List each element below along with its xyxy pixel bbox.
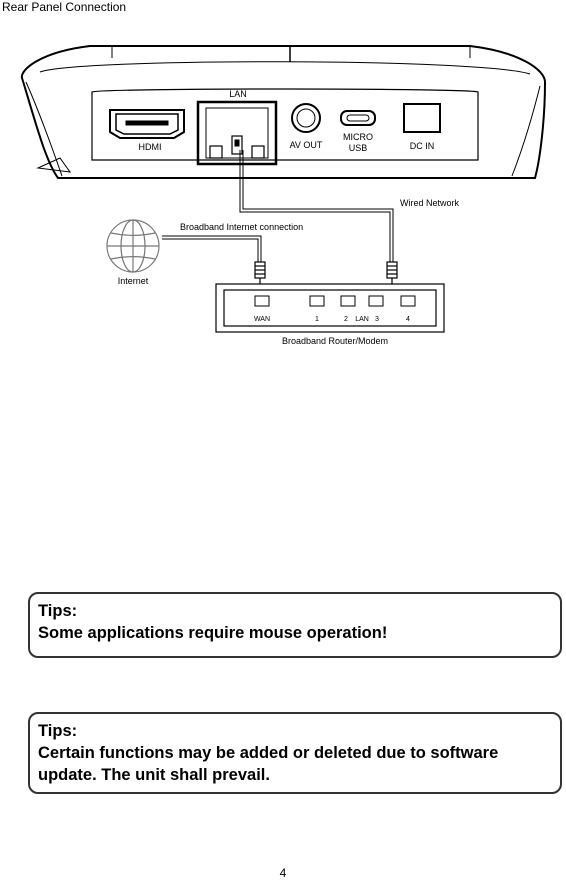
device-body xyxy=(22,46,545,178)
router-port-label-2: 2 xyxy=(344,316,348,323)
av-out-label: AV OUT xyxy=(289,140,323,150)
tips-box-mouse xyxy=(28,592,562,658)
router-caption: Broadband Router/Modem xyxy=(281,336,389,346)
router-port-label-3: 3 xyxy=(375,316,379,323)
router xyxy=(216,284,444,332)
page-number: 4 xyxy=(279,866,287,880)
dc-in-label: DC IN xyxy=(409,141,435,151)
router-ports xyxy=(255,296,415,306)
router-port-label-1: 1 xyxy=(315,316,319,323)
tips-heading: Tips: xyxy=(38,602,78,620)
router-port-label-lan: LAN xyxy=(355,316,369,323)
micro-usb-label-line1: MICRO xyxy=(343,132,373,142)
tips-box-software xyxy=(28,712,562,794)
router-port-wan xyxy=(255,296,269,306)
internet-label: Internet xyxy=(117,276,149,286)
router-port-1 xyxy=(310,296,324,306)
cable-plugs xyxy=(255,262,397,284)
router-port-2 xyxy=(341,296,355,306)
router-port-label-4: 4 xyxy=(406,316,410,323)
wired-network-label: Wired Network xyxy=(400,198,460,208)
router-port-label-wan: WAN xyxy=(253,316,271,323)
lan-label: LAN xyxy=(229,89,247,99)
tips-text: Certain functions may be added or deleted due to software update. The unit shall prevail. xyxy=(38,744,499,784)
router-port-4 xyxy=(401,296,415,306)
micro-usb-label-line2: USB xyxy=(348,143,368,153)
rear-panel-diagram xyxy=(0,30,566,360)
section-title: Rear Panel Connection xyxy=(2,0,127,14)
router-port-3 xyxy=(369,296,383,306)
tips-heading: Tips: xyxy=(38,722,78,740)
globe-icon xyxy=(107,220,159,272)
hdmi-label: HDMI xyxy=(138,142,162,152)
tips-text: Some applications require mouse operation! xyxy=(38,624,388,642)
broadband-connection-label: Broadband Internet connection xyxy=(180,222,304,232)
